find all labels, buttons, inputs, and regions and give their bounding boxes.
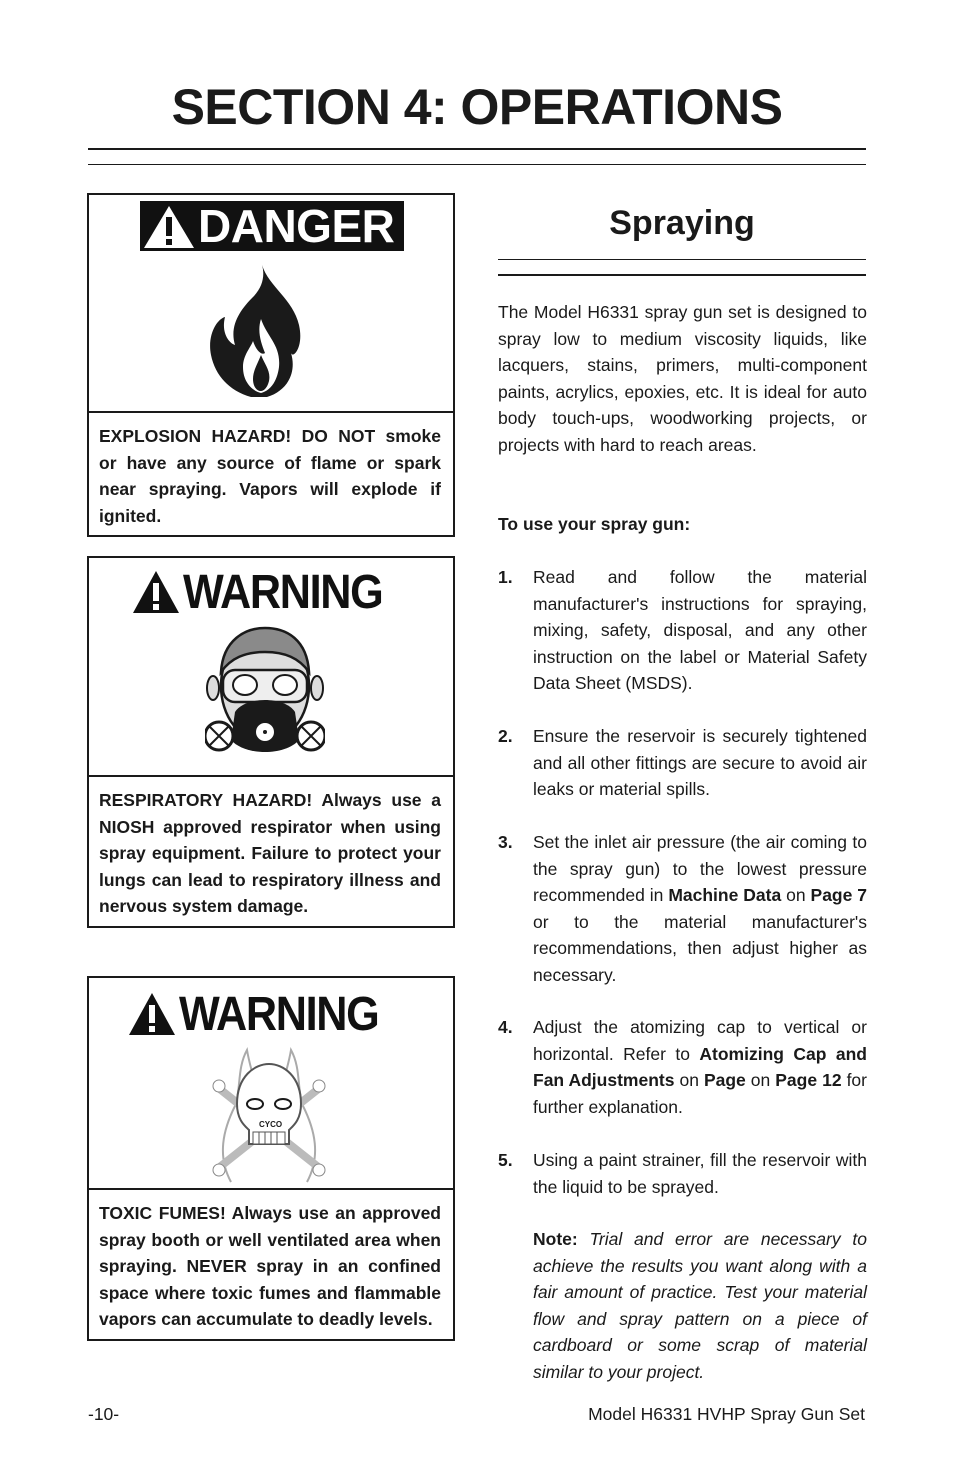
- respiratory-warning-sign: [89, 558, 453, 777]
- toxic-fumes-warning-sign: [89, 978, 453, 1190]
- title-rule-bottom: [88, 164, 866, 165]
- step-text-run: or to the material manufacturer's recommendations, then adjust higher as necessary.: [533, 911, 867, 985]
- step-text-run: Using a paint strainer, fill the reservoir with the liquid to be sprayed.: [533, 1150, 867, 1197]
- step-text-run: on: [781, 885, 811, 905]
- step-text-emphasis: Machine Data: [668, 885, 782, 905]
- warning-signal-word: WARNING: [179, 988, 379, 1041]
- danger-sign: [89, 195, 453, 413]
- toxic-fumes-warning-box: [87, 976, 455, 1341]
- note-text: Trial and error are necessary to achieve the results you want along with a fair amount of practice. Test your material flow and spray pattern on a piece of cardboard or some scrap of material similar to your project.: [533, 1229, 867, 1382]
- toxic-fumes-warning-message: TOXIC FUMES! Always use an approved spray booth or well ventilated area when spraying. NEVER spray in an confined space where toxic fumes and flammable vapors can accumulate to deadly levels.: [99, 1203, 441, 1329]
- flame-icon: [207, 263, 315, 399]
- note-label: Note:: [533, 1229, 578, 1249]
- step-text-run: Adjust the atomizing cap to vertical or horizontal. Refer to: [533, 1017, 867, 1064]
- step-number: 4.: [498, 1017, 513, 1037]
- danger-signal-word: DANGER: [198, 200, 395, 252]
- step-number: 2.: [498, 726, 513, 746]
- section-title: SECTION 4: OPERATIONS: [171, 79, 783, 135]
- step-text-run: Set the inlet air pressure (the air coming to the spray gun) to the lowest pressure recommended in: [533, 832, 867, 905]
- step-text-run: Ensure the reservoir is securely tightened and all other fittings are secure to avoid air leaks or material spills.: [533, 726, 867, 799]
- step-text-run: Read and follow the material manufacturer's instructions for spraying, mixing, safety, disposal, and any other instruction on the label or Material Safety Data Sheet (MSDS).: [533, 567, 867, 693]
- step-number: 3.: [498, 832, 513, 852]
- note: [533, 1226, 867, 1385]
- heading-rule-thick: [498, 274, 866, 276]
- step-text-emphasis: Page: [703, 1070, 746, 1090]
- intro-paragraph: The Model H6331 spray gun set is designed to spray low to medium viscosity liquids, like lacquers, stains, primers, multi-component paints, acrylics, epoxies, etc. It is ideal for auto body touch-ups, woodworking projects, or projects with hard to reach areas.: [498, 302, 867, 455]
- step-text: [533, 1147, 867, 1200]
- warning-signal-word: WARNING: [183, 566, 383, 619]
- step-text-emphasis: Atomizing Cap and Fan Adjustments: [533, 1043, 867, 1090]
- steps-heading: To use your spray gun:: [498, 514, 691, 534]
- alert-triangle-icon: [127, 991, 177, 1037]
- step-text: [533, 564, 867, 697]
- step-text: [533, 723, 867, 803]
- danger-message: EXPLOSION HAZARD! DO NOT smoke or have any source of flame or spark near spraying. Vapors will explode if ignited.: [99, 426, 441, 526]
- skull-crossbones-icon: [207, 1046, 331, 1184]
- page-number: -10-: [88, 1404, 120, 1424]
- step-text-emphasis: Page 7: [810, 885, 867, 905]
- danger-banner: [140, 201, 404, 251]
- danger-box: [87, 193, 455, 537]
- step-text-run: for further explanation.: [533, 1070, 867, 1117]
- step-number: 5.: [498, 1150, 513, 1170]
- footer-model: Model H6331 HVHP Spray Gun Set: [588, 1404, 865, 1424]
- step-text-run: on: [745, 1070, 776, 1090]
- spraying-heading: Spraying: [609, 204, 755, 242]
- step-number: 1.: [498, 567, 513, 587]
- step-text: [533, 1014, 867, 1120]
- skull-icon-label: CYCO: [259, 1120, 283, 1129]
- heading-rule-thin: [498, 259, 866, 260]
- respirator-icon: [205, 624, 325, 760]
- respiratory-warning-message: RESPIRATORY HAZARD! Always use a NIOSH approved respirator when using spray equipment. Failure to protect your lungs can lead to respiratory illness and nervous system damage.: [99, 790, 441, 916]
- respiratory-warning-box: [87, 556, 455, 928]
- step-text-emphasis: Page 12: [775, 1070, 842, 1090]
- step-text-run: on: [674, 1070, 704, 1090]
- step-text: [533, 829, 867, 988]
- alert-triangle-icon: [131, 569, 181, 615]
- title-rule-top: [88, 148, 866, 150]
- alert-triangle-icon: [142, 204, 196, 250]
